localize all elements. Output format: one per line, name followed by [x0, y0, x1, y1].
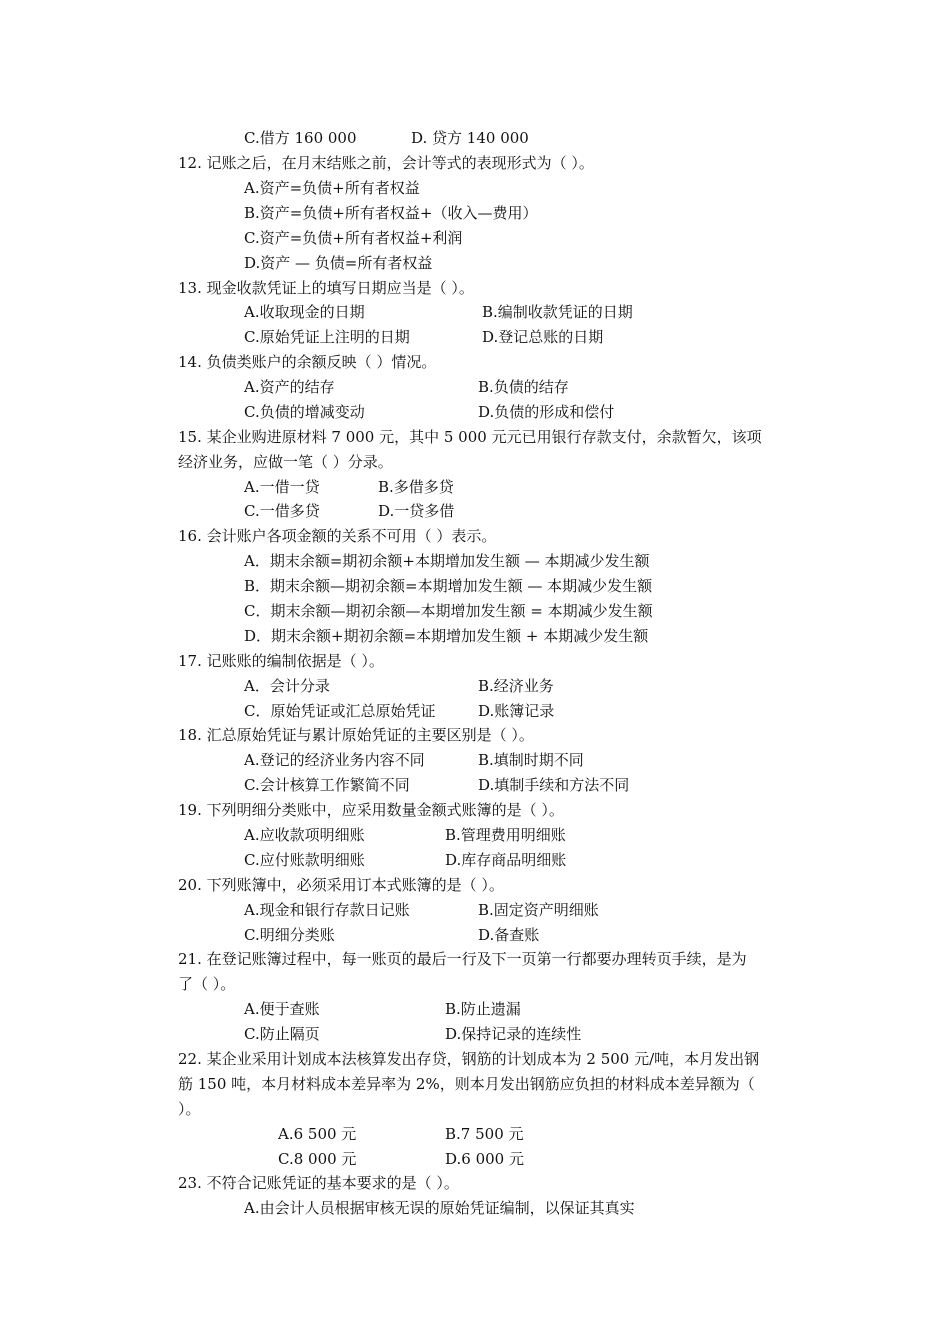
option-b: B.多借多贷 [378, 478, 454, 496]
option-d: D.负债的形成和偿付 [478, 403, 615, 421]
option-c: C.负债的增减变动 [244, 403, 365, 421]
option-c: C.防止隔页 [244, 1025, 320, 1043]
option-d: D.6 000 元 [445, 1150, 524, 1168]
option-a: A.资产的结存 [244, 378, 335, 396]
option-d: D.资产 — 负债=所有者权益 [244, 254, 433, 272]
question-14: 14. 负债类账户的余额反映（ ）情况。 [178, 353, 437, 371]
question-23: 23. 不符合记账凭证的基本要求的是（ ）。 [178, 1174, 459, 1192]
option-c: C.8 000 元 [278, 1150, 357, 1168]
option-a: A.6 500 元 [278, 1125, 357, 1143]
option-b: B.管理费用明细账 [445, 826, 566, 844]
option-a: A．期末余额=期初余额+本期增加发生额 — 本期减少发生额 [244, 552, 650, 570]
option-b: B.编制收款凭证的日期 [482, 303, 633, 321]
option-b: B.填制时期不同 [478, 751, 584, 769]
option-c: C.借方 160 000 [244, 129, 357, 147]
option-a: A.现金和银行存款日记账 [244, 901, 410, 919]
question-16: 16. 会计账户各项金额的关系不可用（ ）表示。 [178, 527, 497, 545]
question-12: 12. 记账之后，在月末结账之前，会计等式的表现形式为（ ）。 [178, 154, 594, 172]
option-a: A.应收款项明细账 [244, 826, 365, 844]
option-b: B.7 500 元 [445, 1125, 524, 1143]
question-18: 18. 汇总原始凭证与累计原始凭证的主要区别是（ ）。 [178, 726, 534, 744]
option-d: D.登记总账的日期 [482, 328, 604, 346]
question-17: 17. 记账账的编制依据是（ ）。 [178, 652, 384, 670]
option-a: A.资产=负债+所有者权益 [244, 179, 420, 197]
question-19: 19. 下列明细分类账中，应采用数量金额式账簿的是（ ）。 [178, 801, 564, 819]
option-c: C．原始凭证或汇总原始凭证 [244, 702, 436, 720]
option-b: B.负债的结存 [478, 378, 569, 396]
option-a: A.一借一贷 [244, 478, 320, 496]
option-a: A．会计分录 [244, 677, 330, 695]
question-22-continued: ）。 [178, 1100, 201, 1118]
option-c: C.明细分类账 [244, 926, 335, 944]
option-d: D.保持记录的连续性 [445, 1025, 582, 1043]
option-c: C.应付账款明细账 [244, 851, 365, 869]
option-b: B.防止遗漏 [445, 1000, 521, 1018]
question-22: 22. 某企业采用计划成本法核算发出存贷，钢筋的计划成本为 2 500 元/吨，本月发出钢 [178, 1050, 760, 1068]
question-21: 21. 在登记账簿过程中，每一账页的最后一行及下一页第一行都要办理转页手续，是为 [178, 950, 747, 968]
option-d: D.一贷多借 [378, 502, 455, 520]
option-c: C．期末余额—期初余额—本期增加发生额 = 本期减少发生额 [244, 602, 653, 620]
option-b: B.固定资产明细账 [478, 901, 599, 919]
option-d: D．期末余额+期初余额=本期增加发生额 + 本期减少发生额 [244, 627, 649, 645]
question-22-continued: 筋 150 吨，本月材料成本差异率为 2%，则本月发出钢筋应负担的材料成本差异额为（ [178, 1075, 755, 1093]
option-c: C.会计核算工作繁简不同 [244, 776, 410, 794]
question-21-continued: 了（ ）。 [178, 975, 236, 993]
option-a: A.由会计人员根据审核无误的原始凭证编制，以保证其真实 [244, 1199, 635, 1217]
option-a: A.登记的经济业务内容不同 [244, 751, 425, 769]
option-d: D. 贷方 140 000 [411, 129, 529, 147]
option-b: B.资产=负债+所有者权益+（收入—费用） [244, 204, 538, 222]
option-c: C.资产=负债+所有者权益+利润 [244, 229, 463, 247]
question-20: 20. 下列账簿中，必须采用订本式账簿的是（ ）。 [178, 876, 504, 894]
option-d: D.库存商品明细账 [445, 851, 567, 869]
option-c: C.原始凭证上注明的日期 [244, 328, 410, 346]
question-15-continued: 经济业务，应做一笔（ ）分录。 [178, 453, 393, 471]
option-a: A.便于查账 [244, 1000, 320, 1018]
option-c: C.一借多贷 [244, 502, 320, 520]
option-d: D.备查账 [478, 926, 540, 944]
option-a: A.收取现金的日期 [244, 303, 365, 321]
question-13: 13. 现金收款凭证上的填写日期应当是（ ）。 [178, 279, 474, 297]
option-d: D.账簿记录 [478, 702, 555, 720]
option-b: B.经济业务 [478, 677, 554, 695]
option-d: D.填制手续和方法不同 [478, 776, 630, 794]
option-b: B．期末余额—期初余额=本期增加发生额 — 本期减少发生额 [244, 577, 653, 595]
question-15: 15. 某企业购进原材料 7 000 元，其中 5 000 元元已用银行存款支付，余款暂欠，该项 [178, 428, 762, 446]
